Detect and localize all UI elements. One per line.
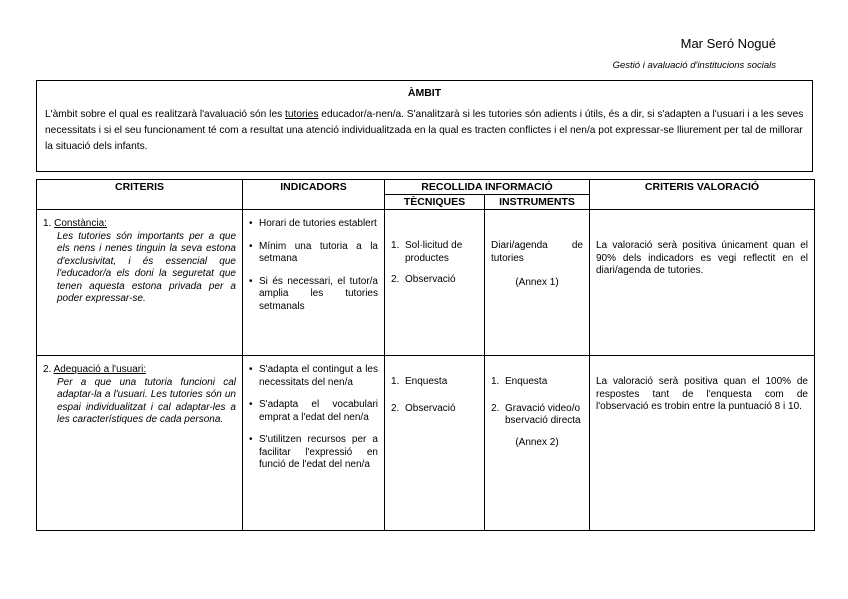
indicator-text: S'adapta el vocabulari emprat a l'edat del nen/a [259, 399, 378, 423]
techniques-cell [385, 210, 484, 302]
criterion-number: 1. [43, 218, 52, 229]
ambit-text-after: educador/a-nen/a. S'analitzarà si les tutories són adients i útils, és a dir, si s'adapten a l'usuari i a les seves necessitats i si el seu funcionament té com a resultat una atenció individualitzada en la qual es tracten conflictes i el nen/a pot expressar-se lliurement per tal de millorar la situació dels infants. [45, 109, 804, 152]
list-item [391, 240, 478, 265]
item-number: 2. [391, 274, 400, 285]
document-subtitle: Gestió i avaluació d'institucions socials [612, 60, 776, 71]
techniques-cell [385, 356, 484, 430]
ambit-box [36, 80, 813, 172]
item-number: 2. [491, 402, 500, 414]
technique-text: Enquesta [405, 376, 448, 387]
list-item [249, 434, 378, 472]
header-recollida: RECOLLIDA INFORMACIÓ [385, 180, 590, 195]
annex-label: (Annex 1) [515, 277, 559, 288]
list-item [249, 218, 378, 231]
bullet-icon: • [249, 218, 253, 229]
instruments-cell [485, 356, 589, 455]
table-row [37, 356, 815, 531]
header-indicadors: INDICADORS [243, 180, 385, 210]
bullet-icon: • [249, 240, 253, 252]
header-tecniques: TÈCNIQUES [385, 195, 485, 210]
technique-text: Observació [405, 402, 456, 414]
criterion-cell [37, 210, 242, 312]
list-item [391, 403, 478, 416]
criterion-description: Per a que una tutoria funcioni cal adaptar-la a l'usuari. Les tutories són un espai individualitzat i cal adaptar-les a les característiques de cada persona. [57, 376, 236, 425]
indicator-text: Horari de tutories establert [259, 218, 377, 229]
table-row [37, 210, 815, 356]
technique-text: Sol·licitud de productes [405, 240, 463, 264]
valoracio-text: La valoració serà positiva quan el 100% de respostes tant de l'enquesta com de l'observació es trobin entre la puntuació 8 i 10. [596, 376, 808, 412]
list-item [249, 276, 378, 314]
bullet-icon: • [249, 275, 253, 287]
item-number: 2. [391, 402, 400, 414]
list-item [491, 376, 583, 389]
list-item [391, 274, 478, 287]
header-valoracio: CRITERIS VALORACIÓ [590, 180, 815, 210]
bullet-icon: • [249, 364, 253, 375]
ambit-text-before: L'àmbit sobre el qual es realitzarà l'avaluació són les [45, 109, 286, 120]
bullet-icon: • [249, 399, 253, 410]
instruments-cell [485, 210, 589, 296]
criterion-cell [37, 356, 242, 433]
instrument-text: Gravació video/observació directa [505, 402, 581, 426]
annex-label: (Annex 2) [515, 436, 559, 448]
indicator-text: Mínim una tutoria a la setmana [259, 240, 378, 264]
list-item [249, 241, 378, 266]
criterion-description: Les tutories són importants per a que els nens i nenes tinguin la seva estona d'exclusivitat, i és essencial que l'educador/a els doni la seguretat que tenen aquesta estona privada per a poder expressar-se. [57, 230, 236, 304]
ambit-title: ÀMBIT [407, 87, 442, 99]
ambit-text [45, 107, 804, 155]
instrument-text: Diari/agenda de tutories [491, 240, 583, 264]
technique-text: Observació [405, 274, 456, 285]
list-item [249, 364, 378, 389]
criterion-number: 2. [43, 364, 52, 375]
header-criteris: CRITERIS [37, 180, 243, 210]
indicator-text: S'utilitzen recursos per a facilitar l'expressió en funció de l'edat del nen/a [259, 434, 378, 470]
list-item [391, 376, 478, 389]
list-item [249, 399, 378, 424]
header-instruments: INSTRUMENTS [485, 195, 590, 210]
list-item [491, 403, 583, 428]
item-number: 1. [391, 376, 400, 387]
criterion-title: Constància: [54, 218, 107, 229]
indicator-text: Si és necessari, el tutor/a amplia les tutories setmanals [259, 275, 378, 312]
author-name: Mar Seró Nogué [680, 36, 776, 51]
ambit-text-underlined: tutories [285, 109, 319, 120]
indicators-cell [243, 210, 384, 329]
evaluation-table [36, 179, 815, 531]
item-number: 1. [391, 240, 400, 251]
bullet-icon: • [249, 434, 253, 445]
indicator-text: S'adapta el contingut a les necessitats del nen/a [259, 364, 378, 388]
item-number: 1. [491, 376, 500, 387]
valoracio-text: La valoració serà positiva únicament quan el 90% dels indicadors es vegi reflectit en el diari/agenda de tutories. [596, 240, 808, 276]
instrument-text: Enquesta [505, 376, 548, 387]
indicators-cell [243, 356, 384, 488]
criterion-title: Adequació a l'usuari: [53, 364, 147, 375]
